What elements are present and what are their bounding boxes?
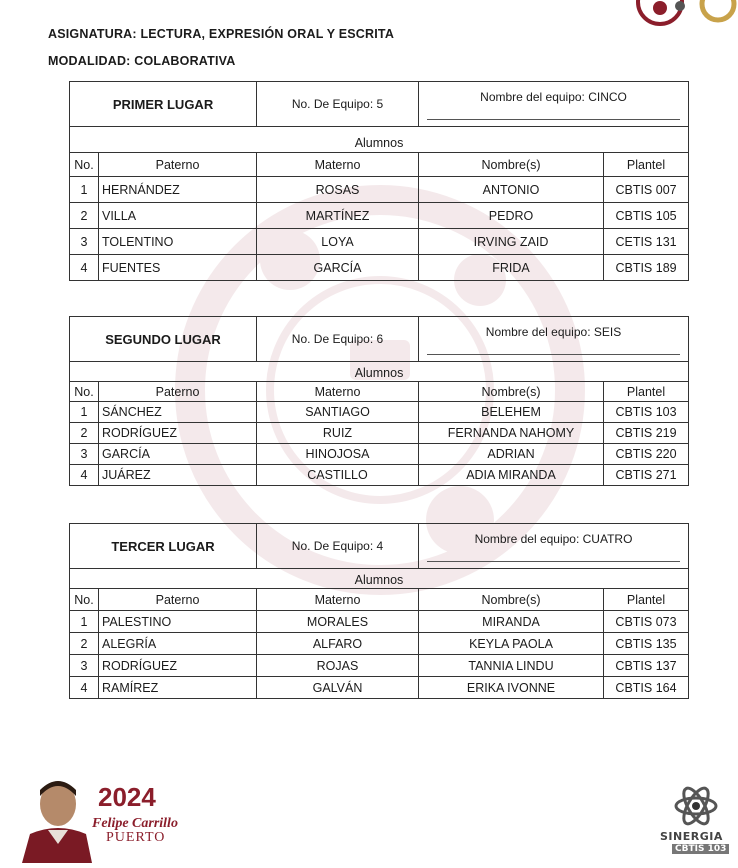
- subject-heading: ASIGNATURA: LECTURA, EXPRESIÓN ORAL Y ESCRITA: [48, 27, 395, 41]
- col-no: No.: [70, 589, 99, 611]
- alumnos-label: Alumnos: [70, 573, 689, 589]
- col-plantel: Plantel: [604, 382, 689, 402]
- alumnos-label: Alumnos: [70, 366, 689, 382]
- col-no: No.: [70, 382, 99, 402]
- col-paterno: Paterno: [99, 153, 257, 177]
- team-name-cell: [419, 317, 689, 362]
- place-title: PRIMER LUGAR: [70, 82, 257, 127]
- alumnos-label: Alumnos: [70, 135, 689, 153]
- col-no: No.: [70, 153, 99, 177]
- table-row: 4 JUÁREZ CASTILLO ADIA MIRANDA CBTIS 271: [70, 465, 689, 486]
- year-logo-felipe-carrillo-puerto: [22, 772, 242, 863]
- table-row: 2 RODRÍGUEZ RUIZ FERNANDA NAHOMY CBTIS 219: [70, 423, 689, 444]
- atom-icon: [654, 782, 738, 828]
- team-name-cell: [419, 524, 689, 569]
- place-title: TERCER LUGAR: [70, 524, 257, 569]
- name-line-2: PUERTO: [106, 830, 166, 845]
- table-row: 4 FUENTES GARCÍA FRIDA CBTIS 189: [70, 255, 689, 281]
- col-nombre: Nombre(s): [419, 589, 604, 611]
- col-paterno: Paterno: [99, 382, 257, 402]
- place-title: SEGUNDO LUGAR: [70, 317, 257, 362]
- table-row: 2 ALEGRÍA ALFARO KEYLA PAOLA CBTIS 135: [70, 633, 689, 655]
- team-name: Nombre del equipo: SEIS: [485, 325, 622, 339]
- team-number: No. De Equipo: 4: [257, 524, 419, 569]
- col-paterno: Paterno: [99, 589, 257, 611]
- table-row: 3 TOLENTINO LOYA IRVING ZAID CETIS 131: [70, 229, 689, 255]
- table-row: 3 RODRÍGUEZ ROJAS TANNIA LINDU CBTIS 137: [70, 655, 689, 677]
- header-row: [70, 382, 689, 402]
- col-plantel: Plantel: [604, 153, 689, 177]
- year-text: 2024: [98, 782, 156, 812]
- team-table-first-place: [69, 81, 689, 281]
- team-name-cell: [419, 82, 689, 127]
- header-row: [70, 153, 689, 177]
- corner-seal-logo: [600, 0, 738, 40]
- table-row: 3 GARCÍA HINOJOSA ADRIAN CBTIS 220: [70, 444, 689, 465]
- cbtis-text: CBTIS 103: [672, 844, 729, 854]
- portrait-icon: [22, 772, 92, 863]
- table-row: 1 SÁNCHEZ SANTIAGO BELEHEM CBTIS 103: [70, 402, 689, 423]
- team-number: No. De Equipo: 5: [257, 82, 419, 127]
- col-nombre: Nombre(s): [419, 382, 604, 402]
- col-materno: Materno: [257, 153, 419, 177]
- team-name: Nombre del equipo: CUATRO: [474, 532, 633, 546]
- sinergia-text: SINERGIA: [660, 830, 723, 843]
- header-row: [70, 589, 689, 611]
- col-materno: Materno: [257, 382, 419, 402]
- name-line-1: Felipe Carrillo: [92, 816, 178, 831]
- modality-heading: MODALIDAD: COLABORATIVA: [48, 54, 236, 68]
- table-row: 1 HERNÁNDEZ ROSAS ANTONIO CBTIS 007: [70, 177, 689, 203]
- table-row: 1 PALESTINO MORALES MIRANDA CBTIS 073: [70, 611, 689, 633]
- team-table-third-place: [69, 523, 689, 699]
- table-row: 2 VILLA MARTÍNEZ PEDRO CBTIS 105: [70, 203, 689, 229]
- col-plantel: Plantel: [604, 589, 689, 611]
- col-materno: Materno: [257, 589, 419, 611]
- col-nombre: Nombre(s): [419, 153, 604, 177]
- sinergia-logo: [654, 782, 738, 863]
- team-name: Nombre del equipo: CINCO: [480, 90, 627, 104]
- team-table-second-place: [69, 316, 689, 486]
- table-row: 4 RAMÍREZ GALVÁN ERIKA IVONNE CBTIS 164: [70, 677, 689, 699]
- team-number: No. De Equipo: 6: [257, 317, 419, 362]
